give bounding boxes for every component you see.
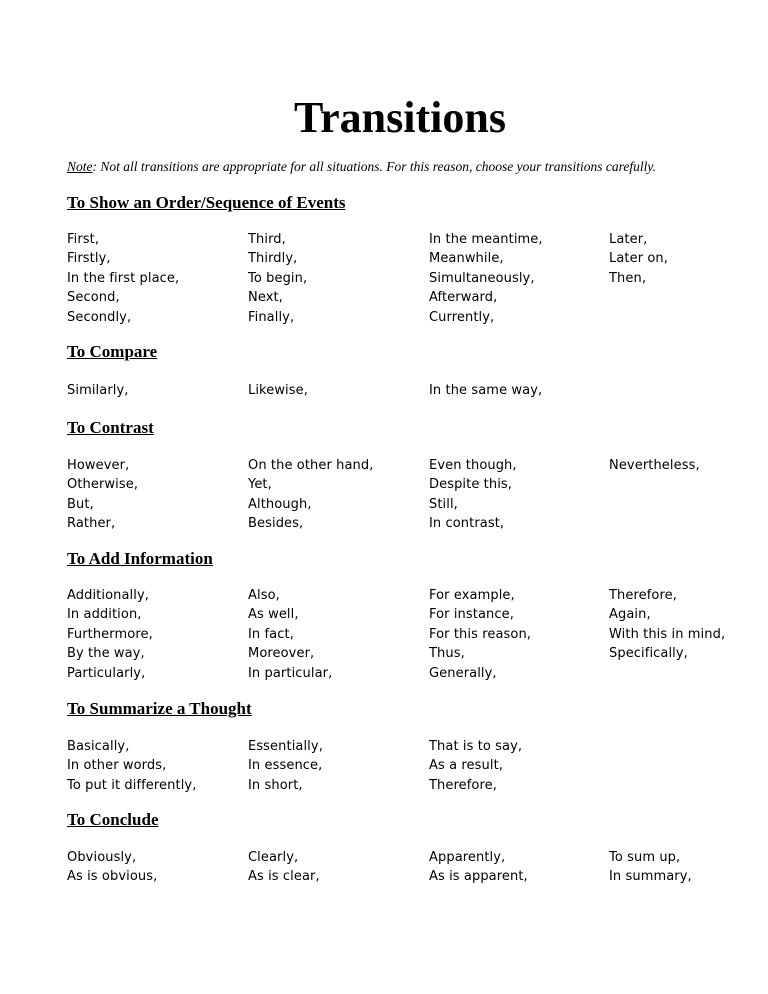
- transition-word: Still,: [429, 496, 458, 512]
- transition-word: Likewise,: [248, 383, 308, 398]
- transition-word: In the first place,: [67, 270, 180, 286]
- transition-word: Also,: [248, 588, 280, 603]
- transition-column: [429, 848, 528, 887]
- transition-word: Basically,: [67, 739, 130, 754]
- transition-column: [248, 737, 323, 795]
- transition-word: Yet,: [248, 477, 272, 493]
- note-label: Note: [67, 159, 93, 174]
- page-title: Transitions: [294, 93, 506, 142]
- transition-word: That is to say,: [429, 739, 523, 754]
- transition-word: Apparently,: [429, 850, 506, 865]
- transition-word: Additionally,: [67, 588, 149, 603]
- transition-word: To begin,: [248, 270, 308, 286]
- section-heading-conclude: To Conclude: [67, 810, 159, 829]
- transition-word: As is apparent,: [429, 869, 528, 885]
- section-heading-order-sequence: To Show an Order/Sequence of Events: [67, 193, 346, 212]
- transition-column: [67, 737, 196, 795]
- note: [67, 158, 747, 176]
- transition-word: Besides,: [248, 516, 304, 532]
- transition-word: Even though,: [429, 458, 517, 473]
- transition-word: Third,: [248, 232, 286, 247]
- transition-word: Afterward,: [429, 290, 498, 306]
- transition-word: Moreover,: [248, 646, 315, 662]
- transition-word: Similarly,: [67, 383, 129, 398]
- transition-word: Next,: [248, 290, 283, 306]
- transition-word: Clearly,: [248, 850, 299, 865]
- transition-word: Simultaneously,: [429, 270, 535, 286]
- transition-word: But,: [67, 496, 94, 512]
- transition-column: [67, 848, 157, 887]
- transition-word: By the way,: [67, 646, 145, 662]
- transition-word: As a result,: [429, 758, 504, 774]
- transition-word: To put it differently,: [67, 777, 197, 793]
- transition-word: Furthermore,: [67, 626, 153, 642]
- transition-word: Thus,: [429, 646, 465, 662]
- transition-word: Later on,: [609, 251, 669, 267]
- transition-column: [248, 230, 307, 327]
- transition-word: In short,: [248, 777, 303, 793]
- transition-word: As is obvious,: [67, 869, 158, 885]
- transition-column: [67, 381, 129, 400]
- transition-column: [248, 456, 373, 534]
- section-heading-contrast: To Contrast: [67, 418, 154, 437]
- transition-column: [429, 737, 522, 795]
- transition-word: First,: [67, 232, 100, 247]
- transition-word: Firstly,: [67, 251, 111, 267]
- transition-word: Later,: [609, 232, 648, 247]
- transition-word: For example,: [429, 588, 515, 603]
- transition-column: [609, 456, 700, 475]
- transition-column: [429, 230, 543, 327]
- transition-word: In addition,: [67, 607, 142, 623]
- transition-word: In particular,: [248, 665, 333, 681]
- transition-word: In fact,: [248, 626, 294, 642]
- section-heading-compare: To Compare: [67, 342, 158, 361]
- transition-word: In the same way,: [429, 383, 543, 398]
- transition-word: Obviously,: [67, 850, 137, 865]
- transition-column: [429, 586, 531, 683]
- transition-word: In the meantime,: [429, 232, 543, 247]
- transition-column: [429, 456, 517, 534]
- transition-word: Specifically,: [609, 646, 688, 662]
- transition-word: Second,: [67, 290, 120, 306]
- transition-column: [67, 230, 179, 327]
- transition-word: Generally,: [429, 665, 497, 681]
- transition-column: [609, 848, 692, 887]
- transition-word: Meanwhile,: [429, 251, 504, 267]
- transition-word: Therefore,: [609, 588, 677, 603]
- transition-word: Although,: [248, 496, 312, 512]
- transition-word: Rather,: [67, 516, 116, 532]
- transition-column: [609, 230, 668, 288]
- transition-word: As well,: [248, 607, 299, 623]
- transition-word: As is clear,: [248, 869, 320, 885]
- transition-word: Secondly,: [67, 309, 132, 325]
- transition-column: [67, 586, 153, 683]
- transition-column: [248, 381, 308, 400]
- transition-word: However,: [67, 458, 130, 473]
- transition-word: In summary,: [609, 869, 692, 885]
- transition-column: [248, 848, 320, 887]
- transition-column: [248, 586, 332, 683]
- transition-word: Again,: [609, 607, 651, 623]
- transition-word: Despite this,: [429, 477, 513, 493]
- transition-word: Then,: [609, 270, 647, 286]
- transition-word: In other words,: [67, 758, 167, 774]
- transition-word: For this reason,: [429, 626, 532, 642]
- transition-column: [429, 381, 542, 400]
- transition-word: Otherwise,: [67, 477, 139, 493]
- transition-word: In contrast,: [429, 516, 505, 532]
- transition-column: [67, 456, 138, 534]
- transition-word: Essentially,: [248, 739, 323, 754]
- note-text: : Not all transitions are appropriate for all situations. For this reason, choose your transitions carefully.: [92, 159, 657, 174]
- section-heading-add-information: To Add Information: [67, 549, 213, 568]
- transition-word: On the other hand,: [248, 458, 374, 473]
- transition-word: Thirdly,: [248, 251, 298, 267]
- transition-word: To sum up,: [609, 850, 681, 865]
- transition-word: Nevertheless,: [609, 458, 700, 473]
- transition-word: In essence,: [248, 758, 323, 774]
- transition-column: [609, 586, 725, 664]
- transition-word: With this in mind,: [609, 626, 726, 642]
- transition-word: Finally,: [248, 309, 295, 325]
- transition-word: Particularly,: [67, 665, 146, 681]
- transition-word: Therefore,: [429, 777, 497, 793]
- transition-word: For instance,: [429, 607, 514, 623]
- section-heading-summarize: To Summarize a Thought: [67, 699, 252, 718]
- transition-word: Currently,: [429, 309, 495, 325]
